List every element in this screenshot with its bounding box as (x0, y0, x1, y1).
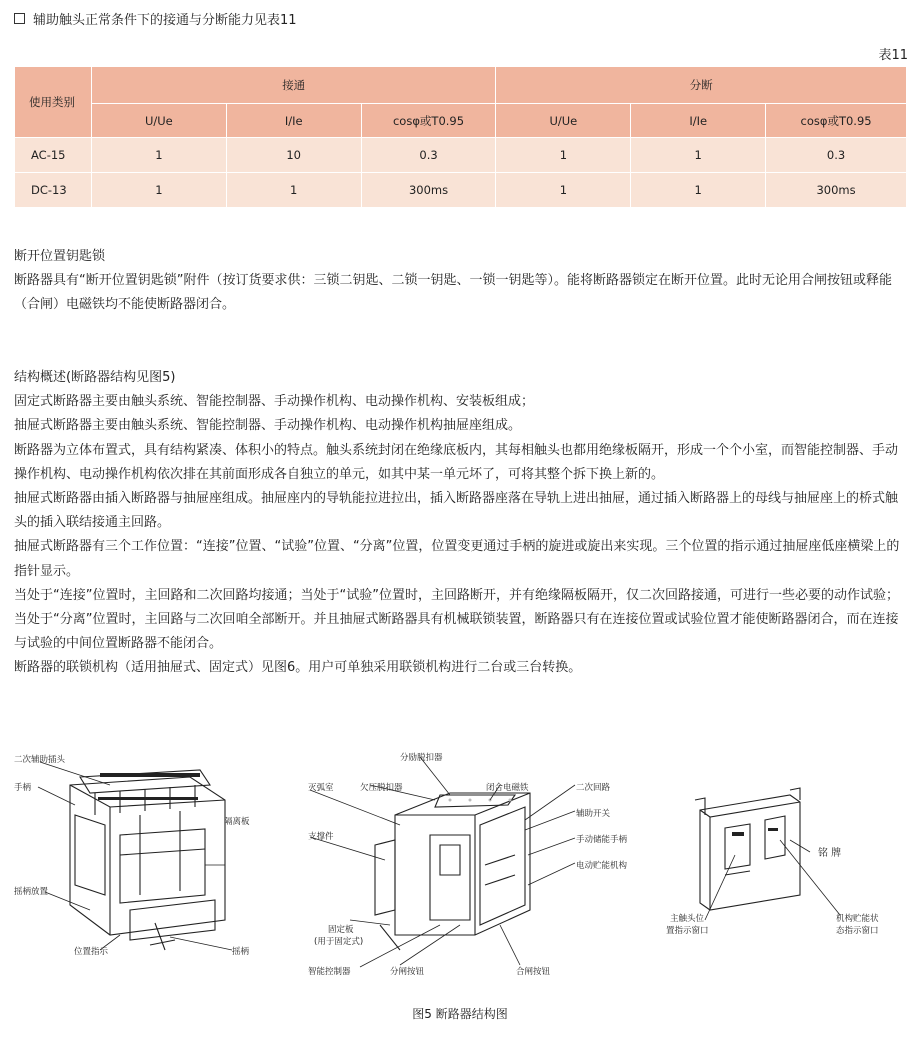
figure-label: 手动储能手柄 (576, 835, 628, 845)
group-header-off: 分断 (496, 67, 907, 104)
table-cell: 1 (496, 173, 631, 208)
table-cell: 1 (91, 138, 226, 173)
subheader: cosφ或T0.95 (361, 104, 496, 138)
table-cell: 300ms (766, 173, 907, 208)
table-cell: 10 (226, 138, 361, 173)
drawer-breaker-drawing (0, 745, 300, 975)
table-cell: 300ms (361, 173, 496, 208)
structure-paragraph: 抽屉式断路器主要由触头系统、智能控制器、手动操作机构、电动操作机构抽屉座组成。 (14, 418, 522, 434)
structure-paragraph: 抽屉式断路器有三个工作位置：“连接”位置、“试验”位置、“分离”位置，位置变更通过手柄的旋进或旋出来实现。三个位置的指示通过抽屉座低座横梁上的指针显示。 (14, 539, 900, 579)
figure-label: 闭合电磁铁 (486, 783, 529, 793)
table-row (15, 173, 907, 208)
figure-label: 灭弧室 (308, 783, 334, 793)
figure-label: 二次回路 (576, 783, 611, 793)
section-heading (14, 9, 297, 28)
table-number: 表11 (878, 48, 908, 63)
figure-label: 合闸按钮 (516, 967, 551, 977)
category-header: 使用类别 (15, 67, 92, 138)
structure-paragraph: 抽屉式断路器由插入断路器与抽屉座组成。抽屉座内的导轨能拉进拉出，插入断路器座落在导轨上进出抽屉，通过插入断路器上的母线与抽屉座上的桥式触头的插入联结接通主回路。 (14, 491, 899, 531)
table-cell: AC-15 (15, 138, 92, 173)
figure-label: 机构贮能状 (836, 914, 879, 924)
figure-label: 隔离板 (224, 817, 250, 827)
subheader: U/Ue (91, 104, 226, 138)
subheader: U/Ue (496, 104, 631, 138)
figure-label: 摇柄放置 (14, 887, 49, 897)
figure-label: 置指示窗口 (666, 926, 709, 936)
subheader: I/Ie (631, 104, 766, 138)
table-cell: 0.3 (361, 138, 496, 173)
structure-paragraph: 固定式断路器主要由触头系统、智能控制器、手动操作机构、电动操作机构、安装板组成； (14, 394, 535, 410)
figure-label: 固定板 (328, 925, 354, 935)
key-lock-section (14, 245, 908, 318)
figure-label: 电动贮能机构 (576, 861, 628, 871)
capability-table (14, 66, 907, 208)
figure-label: 二次辅助插头 (14, 755, 66, 765)
figure-label: 智能控制器 (308, 967, 351, 977)
figure-label: 主触头位 (670, 914, 705, 924)
subheader: cosφ或T0.95 (766, 104, 907, 138)
group-header-on: 接通 (91, 67, 496, 104)
figure-label: 辅助开关 (576, 809, 611, 819)
figure-label: 态指示窗口 (836, 926, 879, 936)
figure-label: 分闸按钮 (390, 967, 425, 977)
figure-label: 位置指示 (74, 947, 109, 957)
key-lock-body: 断路器具有“断开位置钥匙锁”附件（按订货要求供：三锁二钥匙、二锁一钥匙、一锁一钥匙等）。能将断路器锁定在断开位置。此时无论用合闸按钮或释能（合闸）电磁铁均不能使断路器闭合。 (14, 273, 892, 313)
figure-caption: 图5 断路器结构图 (412, 1007, 508, 1021)
subheader: I/Ie (226, 104, 361, 138)
structure-paragraph: 断路器的联锁机构（适用抽屉式、固定式）见图6。用户可单独采用联锁机构进行二台或三台转换。 (14, 660, 582, 676)
figure-label: 摇柄 (232, 947, 250, 957)
figure-label: (用于固定式) (314, 937, 364, 947)
figure-label: 支撑件 (308, 832, 334, 842)
table-row (15, 138, 907, 173)
structure-title: 结构概述(断路器结构见图5) (14, 370, 176, 385)
figure-label: 分励脱扣器 (400, 753, 443, 763)
figure-label: 铭 牌 (818, 848, 842, 859)
structure-section (14, 366, 908, 681)
table-cell: 1 (496, 138, 631, 173)
drawer-breaker-figure (0, 745, 300, 975)
structure-paragraph: 当处于“连接”位置时，主回路和二次回路均接通；当处于“试验”位置时，主回路断开，并有绝缘隔板隔开，仅二次回路接通，可进行一些必要的动作试验；当处于“分离”位置时，主回路与二次回咱全部断开。并且抽屉式断路器具有机械联锁装置，断路器只有在连接位置或试验位置才能使断路器闭合，而在连接与试验的中间位置断路器不能闭合。 (14, 587, 899, 652)
structure-paragraph: 断路器为立体布置式，具有结构紧凑、体积小的特点。触头系统封闭在绝缘底板内，其每相触头也都用绝缘板隔开，形成一个个小室，而智能控制器、手动操作机构、电动操作机构依次排在其前面形成各自独立的单元，如其中某一单元坏了，可将其整个拆下换上新的。 (14, 442, 899, 482)
table-cell: 1 (91, 173, 226, 208)
table-cell: 1 (631, 173, 766, 208)
key-lock-title: 断开位置钥匙锁 (14, 249, 106, 264)
table-cell: 1 (226, 173, 361, 208)
drawer-seat-figure (640, 780, 920, 950)
fixed-breaker-figure (300, 745, 640, 985)
table-cell: 1 (631, 138, 766, 173)
checkbox-icon (14, 13, 25, 24)
figure-label: 欠压脱扣器 (360, 783, 403, 793)
section-title: 辅助触头正常条件下的接通与分断能力见表11 (33, 13, 297, 28)
table-cell: DC-13 (15, 173, 92, 208)
figure-label: 手柄 (14, 783, 32, 793)
table-cell: 0.3 (766, 138, 907, 173)
